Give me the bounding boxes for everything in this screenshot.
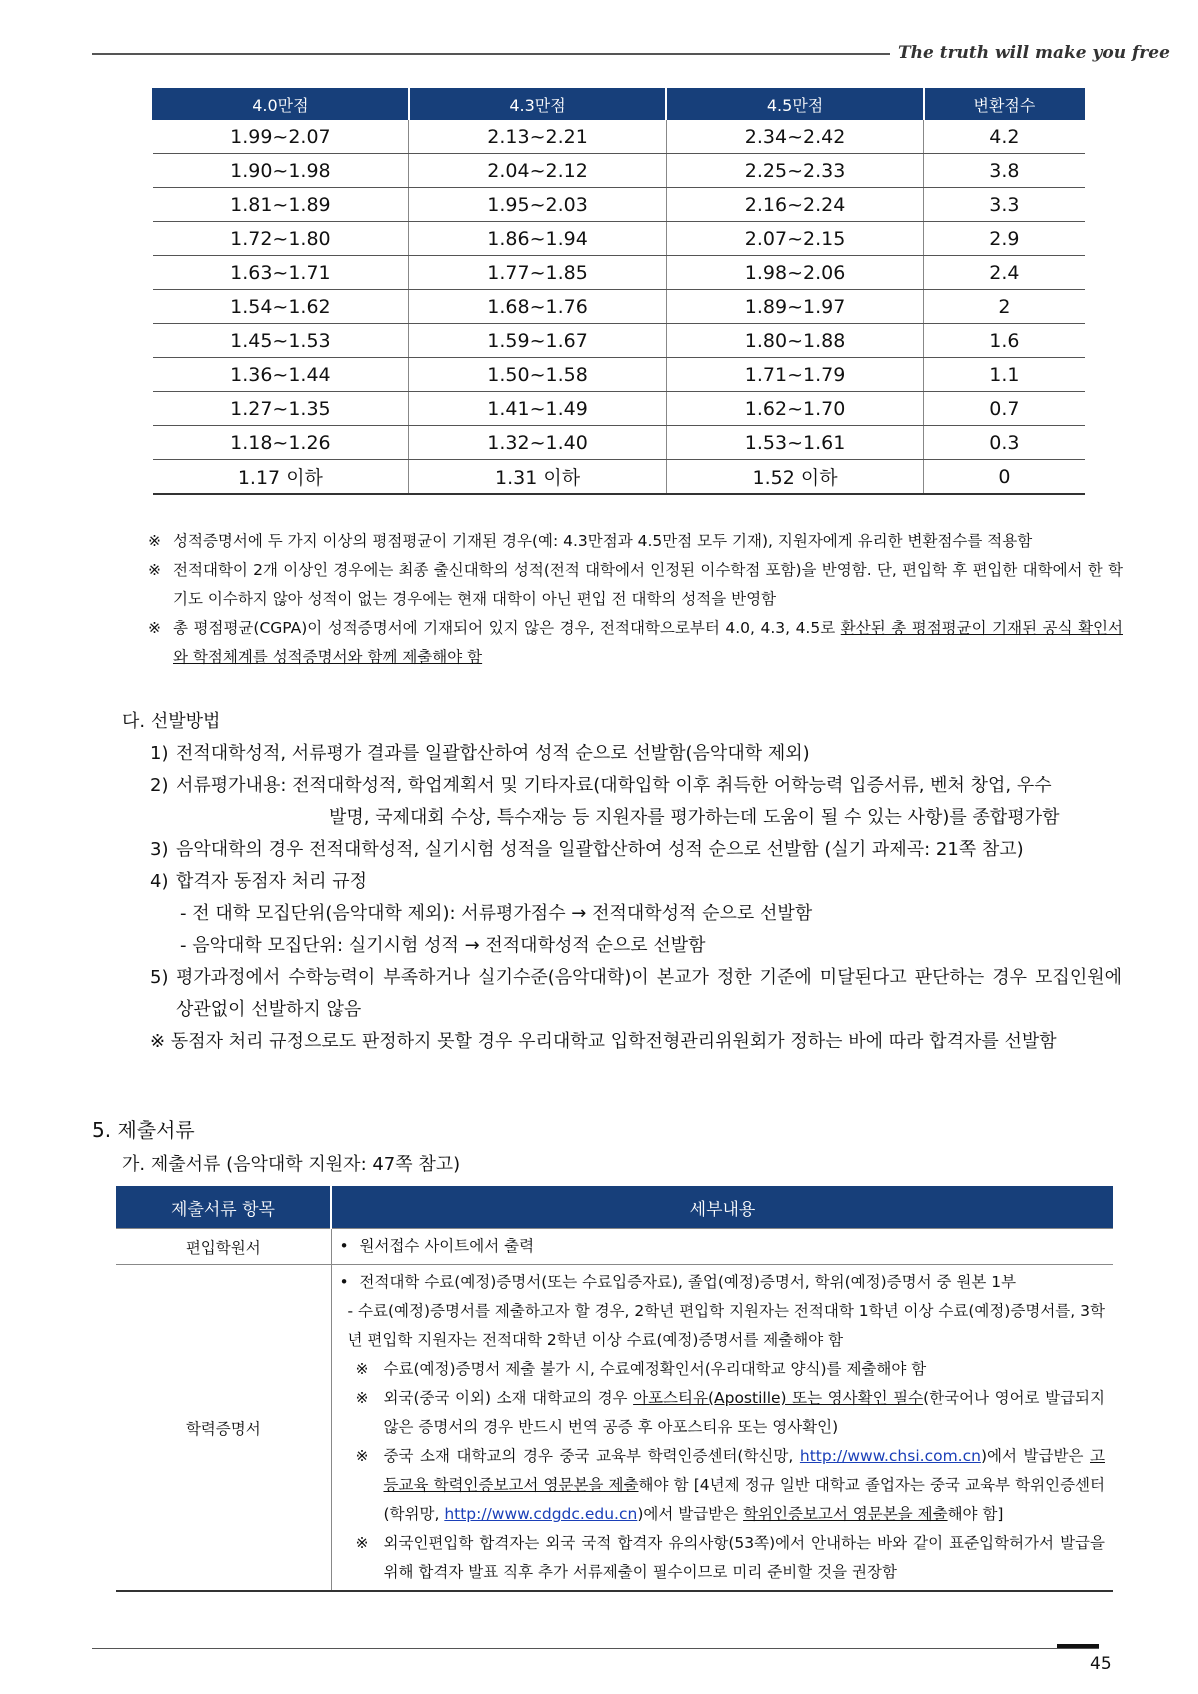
- table-cell: 1.50~1.58: [409, 358, 667, 392]
- table-cell: 3.8: [924, 154, 1085, 188]
- table-cell: 1.6: [924, 324, 1085, 358]
- page-number: 45: [1090, 1654, 1112, 1674]
- table-cell: 1.98~2.06: [666, 256, 924, 290]
- table-cell: 2.25~2.33: [666, 154, 924, 188]
- table-row: [153, 290, 1085, 324]
- table-cell: 1.59~1.67: [409, 324, 667, 358]
- underlined-text: 고등교육 학력인증보고서 영문본을 제출: [383, 1447, 1105, 1494]
- underlined-text: 학위인증보고서 영문본을 제출: [743, 1505, 948, 1523]
- table-cell: 1.27~1.35: [153, 392, 409, 426]
- table-cell: 1.54~1.62: [153, 290, 409, 324]
- table-cell: 1.17 이하: [153, 460, 409, 495]
- item-text: 합격자 동점자 처리 규정: [176, 871, 368, 892]
- text-run: )에서 발급받은: [980, 1447, 1090, 1465]
- motto: The truth will make you free: [898, 43, 1170, 63]
- row-content: [331, 1265, 1113, 1592]
- detail-line: [332, 1229, 1114, 1264]
- row-label: 학력증명서: [116, 1265, 331, 1592]
- note-text-underlined: 환산된 총 평점평균이 기재된 공식 확인서와 학점체계를 성적증명서와 함께 제출해야 함: [173, 619, 1123, 666]
- table-cell: 2.04~2.12: [409, 154, 667, 188]
- note-item: [148, 527, 1123, 556]
- note-mark: ※: [355, 1360, 369, 1378]
- table-cell: 1.36~1.44: [153, 358, 409, 392]
- footer-accent-bar: [1057, 1644, 1099, 1648]
- row-content: [331, 1229, 1113, 1265]
- table-cell: 1.62~1.70: [666, 392, 924, 426]
- cdgdc-link[interactable]: http://www.cdgdc.edu.cn: [444, 1505, 638, 1523]
- table-cell: 4.2: [924, 120, 1085, 154]
- table-cell: 1.95~2.03: [409, 188, 667, 222]
- table-cell: 1.52 이하: [666, 460, 924, 495]
- table-cell: 0.3: [924, 426, 1085, 460]
- table-cell: 2.34~2.42: [666, 120, 924, 154]
- table-row: [153, 426, 1085, 460]
- table-header-row: [153, 89, 1085, 120]
- column-header: 세부내용: [331, 1186, 1113, 1229]
- item-text: [176, 770, 1122, 834]
- detail-line: [340, 1384, 1106, 1442]
- table-cell: 1.77~1.85: [409, 256, 667, 290]
- table-cell: 1.86~1.94: [409, 222, 667, 256]
- table-cell: 1.68~1.76: [409, 290, 667, 324]
- sub-item: - 음악대학 모집단위: 실기시험 성적 → 전적대학성적 순으로 선발함: [180, 935, 706, 956]
- column-header: 4.3만점: [409, 89, 667, 120]
- table-cell: 1.31 이하: [409, 460, 667, 495]
- table-row: [153, 358, 1085, 392]
- selection-item: [150, 866, 1122, 898]
- column-header: 제출서류 항목: [116, 1186, 331, 1229]
- table-row: [153, 222, 1085, 256]
- text-run: 외국(중국 이외) 소재 대학교의 경우: [383, 1389, 634, 1407]
- item-number: 4): [150, 871, 169, 892]
- item-number: 3): [150, 839, 169, 860]
- detail-line: [340, 1529, 1106, 1587]
- note-mark: ※: [148, 532, 161, 550]
- selection-item: [150, 962, 1122, 1026]
- table-cell: 1.99~2.07: [153, 120, 409, 154]
- item-number: 5): [150, 967, 169, 988]
- table-cell: 2.13~2.21: [409, 120, 667, 154]
- table-row: [153, 256, 1085, 290]
- chsi-link[interactable]: http://www.chsi.com.cn: [799, 1447, 981, 1465]
- required-documents-table: [116, 1186, 1113, 1592]
- note-text: [173, 614, 1123, 672]
- text-run: 중국 소재 대학교의 경우 중국 교육부 학력인증센터(학신망,: [383, 1447, 800, 1465]
- column-header: 4.0만점: [153, 89, 409, 120]
- item-number: 1): [150, 743, 169, 764]
- table-cell: 2.9: [924, 222, 1085, 256]
- table-cell: 1.80~1.88: [666, 324, 924, 358]
- section-subtitle: 가. 제출서류 (음악대학 지원자: 47쪽 참고): [122, 1154, 461, 1175]
- underlined-text: 아포스티유(Apostille) 또는 영사확인 필수: [633, 1389, 924, 1407]
- table-cell: 1.41~1.49: [409, 392, 667, 426]
- note-item: [148, 614, 1123, 672]
- table-cell: 2.4: [924, 256, 1085, 290]
- column-header: 4.5만점: [666, 89, 924, 120]
- note-item: [148, 556, 1123, 614]
- item-text: 전적대학성적, 서류평가 결과를 일괄합산하여 성적 순으로 선발함(음악대학 제외): [176, 743, 810, 764]
- table-cell: 2.07~2.15: [666, 222, 924, 256]
- table-cell: 1.32~1.40: [409, 426, 667, 460]
- table-row: [153, 324, 1085, 358]
- column-header: 변환점수: [924, 89, 1085, 120]
- table-cell: 2: [924, 290, 1085, 324]
- table-cell: 1.1: [924, 358, 1085, 392]
- note-text: 성적증명서에 두 가지 이상의 평점평균이 기재된 경우(예: 4.3만점과 4.5만점 모두 기재), 지원자에게 유리한 변환점수를 적용함: [173, 532, 1033, 550]
- header-rule: [92, 53, 890, 55]
- note-mark: ※: [355, 1447, 369, 1465]
- item-text: 평가과정에서 수학능력이 부족하거나 실기수준(음악대학)이 본교가 정한 기준에 미달된다고 판단하는 경우 모집인원에 상관없이 선발하지 않음: [176, 967, 1122, 1020]
- detail-text: 수료(예정)증명서 제출 불가 시, 수료예정확인서(우리대학교 양식)를 제출해야 함: [383, 1360, 927, 1378]
- table-row: [153, 120, 1085, 154]
- section-title: 5. 제출서류: [92, 1118, 195, 1142]
- footer-rule: [92, 1648, 1099, 1649]
- note-mark: ※: [355, 1534, 369, 1552]
- table-cell: 1.81~1.89: [153, 188, 409, 222]
- section-heading: 다. 선발방법: [122, 711, 221, 732]
- table-cell: 0: [924, 460, 1085, 495]
- selection-item: [150, 834, 1122, 866]
- detail-line: [340, 1268, 1106, 1297]
- table-row: [153, 460, 1085, 495]
- table-cell: 2.16~2.24: [666, 188, 924, 222]
- detail-line: [340, 1297, 1106, 1355]
- text-run: (한국어나 영어로 발급되지 않은 증명서의 경우 반드시 번역 공증 후 아포스티유 또는 영사확인): [383, 1389, 1105, 1436]
- note-text-plain: 총 평점평균(CGPA)이 성적증명서에 기재되어 있지 않은 경우, 전적대학으로부터 4.0, 4.3, 4.5로: [173, 619, 841, 637]
- table-cell: 1.72~1.80: [153, 222, 409, 256]
- table-cell: 1.89~1.97: [666, 290, 924, 324]
- selection-item: [150, 738, 1122, 770]
- text-run: 해야 함]: [947, 1505, 1004, 1523]
- sub-item: - 전 대학 모집단위(음악대학 제외): 서류평가점수 → 전적대학성적 순으로 선발함: [180, 903, 813, 924]
- row-label: 편입학원서: [116, 1229, 331, 1265]
- table-cell: 1.53~1.61: [666, 426, 924, 460]
- gpa-conversion-table: [152, 88, 1085, 495]
- detail-text: 전적대학 수료(예정)증명서(또는 수료입증자료), 졸업(예정)증명서, 학위(예정)증명서 중 원본 1부: [359, 1273, 1017, 1291]
- item-line: 발명, 국제대회 수상, 특수재능 등 지원자를 평가하는데 도움이 될 수 있는 사항)를 종합평가함: [329, 807, 1060, 828]
- detail-line: [340, 1442, 1106, 1529]
- item-number: 2): [150, 775, 169, 796]
- table-cell: 1.18~1.26: [153, 426, 409, 460]
- note-text: 전적대학이 2개 이상인 경우에는 최종 출신대학의 성적(전적 대학에서 인정된 이수학점 포함)을 반영함. 단, 편입학 후 편입한 대학에서 한 학기도 이수하지 않아 성적이 없는 경우에는 현재 대학이 아닌 편입 전 대학의 성적을 반영함: [173, 561, 1123, 608]
- detail-text: [384, 1384, 1106, 1442]
- bullet: •: [339, 1273, 349, 1291]
- detail-text: 외국인편입학 합격자는 외국 국적 합격자 유의사항(53쪽)에서 안내하는 바와 같이 표준입학허가서 발급을 위해 합격자 발표 직후 추가 서류제출이 필수이므로 미리 준비할 것을 권장함: [383, 1534, 1105, 1581]
- selection-method-section: [122, 706, 1122, 1058]
- table-cell: 1.90~1.98: [153, 154, 409, 188]
- table-cell: 3.3: [924, 188, 1085, 222]
- table-cell: 1.45~1.53: [153, 324, 409, 358]
- gpa-notes: [148, 527, 1123, 672]
- text-run: 해야 함 [4년제 정규 일반 대학교 졸업자는 중국 교육부 학위인증센터(학위망,: [383, 1476, 1105, 1523]
- selection-item: [150, 770, 1122, 834]
- table-row: [116, 1265, 1113, 1592]
- note-mark: ※: [148, 619, 161, 637]
- detail-line: [340, 1355, 1106, 1384]
- table-row: [153, 392, 1085, 426]
- table-cell: 0.7: [924, 392, 1085, 426]
- bullet: •: [339, 1237, 349, 1255]
- table-cell: 1.71~1.79: [666, 358, 924, 392]
- table-cell: 1.63~1.71: [153, 256, 409, 290]
- table-row: [153, 188, 1085, 222]
- text-run: )에서 발급받은: [637, 1505, 744, 1523]
- tie-break-note: ※ 동점자 처리 규정으로도 판정하지 못할 경우 우리대학교 입학전형관리위원회가 정하는 바에 따라 합격자를 선발함: [150, 1031, 1057, 1052]
- detail-text: 원서접수 사이트에서 출력: [359, 1237, 535, 1255]
- detail-text: - 수료(예정)증명서를 제출하고자 할 경우, 2학년 편입학 지원자는 전적대학 1학년 이상 수료(예정)증명서를, 3학년 편입학 지원자는 전적대학 2학년 이상 수료(예정)증명서를 제출해야 함: [347, 1302, 1105, 1349]
- note-mark: ※: [148, 561, 161, 579]
- detail-text: [384, 1442, 1106, 1529]
- table-header-row: [116, 1186, 1113, 1229]
- table-row: [116, 1229, 1113, 1265]
- item-text: 음악대학의 경우 전적대학성적, 실기시험 성적을 일괄합산하여 성적 순으로 선발함 (실기 과제곡: 21쪽 참고): [176, 839, 1024, 860]
- table-row: [153, 154, 1085, 188]
- note-mark: ※: [355, 1389, 369, 1407]
- item-line: 서류평가내용: 전적대학성적, 학업계획서 및 기타자료(대학입학 이후 취득한 어학능력 입증서류, 벤처 창업, 우수: [176, 775, 1052, 796]
